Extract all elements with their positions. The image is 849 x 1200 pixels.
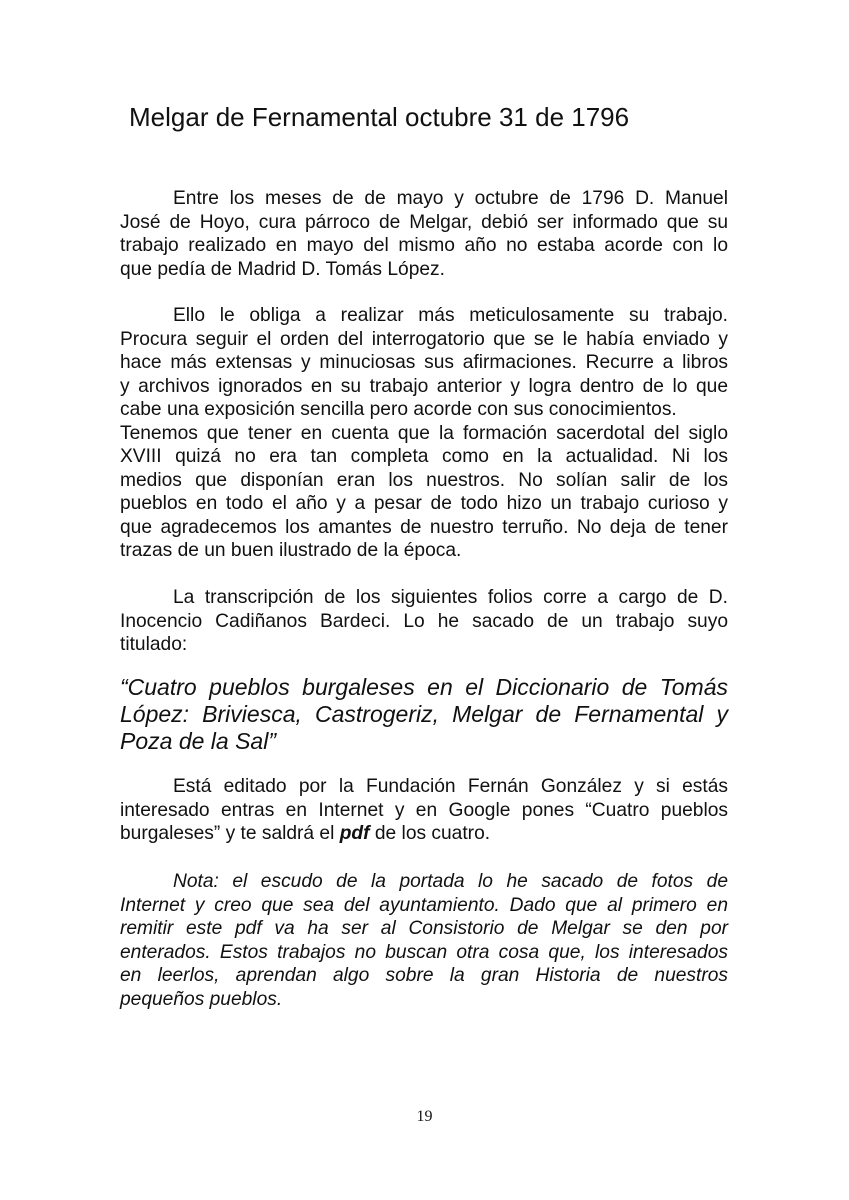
paragraph-line: interesado entras en Internet y en Google pones “Cuatro pueblos [120,799,728,821]
paragraph-1 [120,187,728,281]
paragraph-line: Entre los meses de de mayo y octubre de 1796 D. Manuel [173,188,728,209]
paragraph-line: trabajo realizado en mayo del mismo año no estaba acorde con lo [120,235,728,256]
paragraph-line: hace más extensas y minuciosas sus afirmaciones. Recurre a libros [120,352,728,373]
paragraph-line: Procura seguir el orden del interrogatorio que se le había enviado y [120,328,728,350]
paragraph-line: La transcripción de los siguientes folios corre a cargo de D. [173,587,728,608]
paragraph-line: titulado: [120,634,188,655]
paragraph-line: y archivos ignorados en su trabajo anterior y logra dentro de lo que [120,375,728,397]
note-line: en leerlos, aprendan algo sobre la gran Historia de nuestros [120,965,728,986]
paragraph-line: XVIII quizá no era tan completa como en la actualidad. Ni los [120,446,728,467]
paragraph-line: que agradecemos los amantes de nuestro terruño. No deja de tener [120,516,728,538]
page-title: Melgar de Fernamental octubre 31 de 1796 [129,102,630,132]
paragraph-2 [120,304,728,563]
paragraph-line: pueblos en todo el año y a pesar de todo hizo un trabajo curioso y [120,493,728,514]
paragraph-line: trazas de un buen ilustrado de la época. [120,540,462,561]
note-line: Internet y creo que sea del ayuntamiento. Dado que al primero en [120,894,728,916]
note-paragraph [120,870,728,1011]
paragraph-line: cabe una exposición sencilla pero acorde con sus conocimientos. [120,399,677,420]
paragraph-line: Tenemos que tener en cuenta que la formación sacerdotal del siglo [120,422,728,444]
paragraph-line: Está editado por la Fundación Fernán González y si estás [173,776,728,797]
pdf-emphasis: pdf [339,823,370,844]
text-segment: de los cuatro. [369,823,491,844]
paragraph-line: José de Hoyo, cura párroco de Melgar, debió ser informado que su [120,211,728,233]
quoted-title [120,674,728,755]
quote-line: Poza de la Sal” [120,728,276,754]
paragraph-line: Inocencio Cadiñanos Bardeci. Lo he sacado de un trabajo suyo [120,610,728,632]
paragraph-4 [120,775,728,846]
paragraph-line: que pedía de Madrid D. Tomás López. [120,258,445,280]
quote-line: “Cuatro pueblos burgaleses en el Diccionario de Tomás [120,674,728,700]
paragraph-line [120,822,728,846]
note-line: pequeños pueblos. [120,988,283,1010]
quote-line: López: Briviesca, Castrogeriz, Melgar de Fernamental y [120,701,728,727]
note-line: enterados. Estos trabajos no buscan otra cosa que, los interesados [120,941,728,963]
note-line: remitir este pdf va ha ser al Consistorio de Melgar se den por [120,918,728,939]
paragraph-3 [120,586,728,657]
paragraph-line: medios que disponían eran los nuestros. No solían salir de los [120,469,728,491]
note-line: Nota: el escudo de la portada lo he sacado de fotos de [173,871,728,892]
paragraph-line: Ello le obliga a realizar más meticulosamente su trabajo. [173,305,728,326]
page-number: 19 [416,1108,433,1125]
text-segment: burgaleses” y te saldrá el [120,823,340,844]
